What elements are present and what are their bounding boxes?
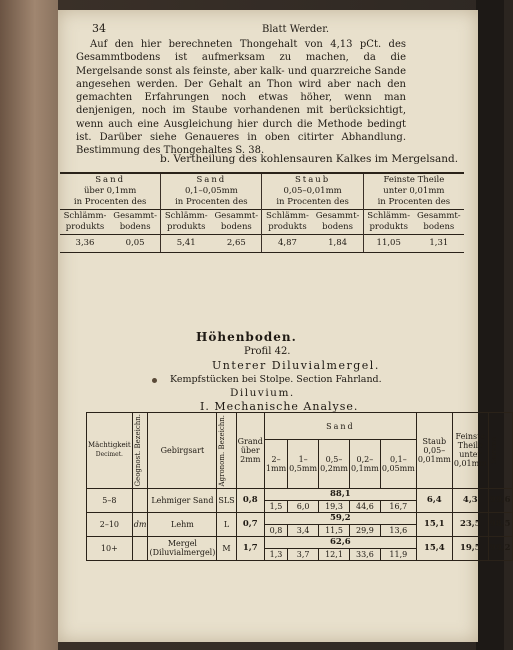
left-page-edge (0, 0, 58, 650)
head-sand: Sand (264, 413, 416, 440)
agron-cell: SLS (217, 488, 236, 512)
sand-total-cell: 62,6 (264, 536, 416, 548)
col-header: Gesammt-bodens (110, 210, 161, 235)
head-sub: unter 0,01mm (453, 450, 487, 469)
group-sub: über 0,1mm (83, 186, 137, 196)
carbonate-table (60, 172, 464, 253)
table-row (87, 488, 513, 500)
head-gebirgsart: Gebirgsart (148, 413, 217, 489)
mechanical-analysis-table (86, 412, 513, 561)
head-text: Agronom. Bezeichn. (218, 414, 227, 486)
head-text: Staub (422, 436, 447, 446)
head-staub (416, 413, 452, 489)
profil-label: Profil 42. (244, 346, 291, 357)
feinste-cell: 23,5 (452, 512, 488, 536)
group-staub (262, 173, 363, 210)
group-pct: in Procenten des (377, 197, 451, 207)
sand-cell: 16,7 (380, 500, 416, 512)
sand-total-cell: 88,1 (264, 488, 416, 500)
sand-cell: 1,5 (264, 500, 287, 512)
col-header: Schlämm-produkts (63, 211, 107, 232)
value-cell: 1,31 (414, 235, 464, 253)
section-title: Höhenboden. (196, 330, 297, 344)
rock-name-cell: Mergel (Diluvialmergel) (148, 536, 217, 560)
value-cell: 11,05 (363, 235, 414, 253)
staub-cell: 15,4 (416, 536, 452, 560)
group-pct: in Procenten des (276, 197, 349, 207)
group-sand-coarse (60, 173, 161, 210)
value-cell: 0,05 (110, 235, 161, 253)
depth-cell: 10+ (87, 536, 133, 560)
grand-cell: 1,7 (236, 536, 264, 560)
head-grand (236, 413, 264, 489)
ink-spot (152, 378, 157, 383)
agron-cell: L (217, 512, 236, 536)
analysis-title: I. Mechanische Analyse. (200, 400, 359, 413)
paragraph-text: Auf den hier berechneten Thongehalt von 4,13 pCt. des Gesammtbodens ist aufmerksam zu machen, da die Mergelsande sonst als feinste, aber kalk- und quarzreiche Sande angesehen werden. Der Gehalt an Thon wird aber nach den gemachten Erfahrungen noch etwas höher, wenn man denjenigen, noch im Staube vorhandenen mit berücksichtigt, wenn auch eine Ausgleichung hier durch die Methode bedingt ist. Darüber siehe Genaueres in oben citirter Abhandlung. Bestimmung des Thongehaltes S. 38. (76, 39, 406, 157)
group-sand-fine (161, 173, 262, 210)
group-pct: in Procenten des (175, 197, 248, 207)
head-summa (488, 413, 512, 489)
group-sub: 0,1–0,05mm (184, 186, 238, 196)
geogn-cell (132, 488, 148, 512)
page-number: 34 (92, 22, 106, 35)
feinste-cell: 4,3 (452, 488, 488, 512)
formation-label: Unterer Diluvialmergel. (212, 359, 380, 372)
sand-cell: 44,6 (349, 500, 380, 512)
value-cell: 1,84 (312, 235, 363, 253)
table1-caption: b. Vertheilung des kohlensauren Kalkes im Mergelsand. (160, 153, 459, 165)
head-unit: Decimet. (95, 451, 123, 459)
sand-cell: 6,0 (288, 500, 319, 512)
col-header: Schlämm-produkts (367, 211, 411, 232)
sand-cell: 3,7 (288, 548, 319, 560)
group-feinste (363, 173, 464, 210)
group-sub: unter 0,01mm (383, 186, 445, 196)
head-text: Mächtigkeit (88, 441, 131, 450)
head-agron (217, 413, 236, 489)
geogn-cell (132, 536, 148, 560)
head-sub: über 2mm (240, 445, 261, 464)
col-header: Schlämm-produkts (266, 211, 309, 232)
group-title: Sand (196, 175, 227, 185)
staub-cell: 6,4 (416, 488, 452, 512)
location-label: Kempfstücken bei Stolpe. Section Fahrland. (170, 374, 382, 385)
head-sand-col: 0,5–0,2mm (319, 440, 350, 488)
head-text: Summa (489, 436, 498, 464)
value-cell: 3,36 (60, 235, 110, 253)
col-header: Gesammt-bodens (211, 210, 262, 235)
summa-cell: 98,5 (488, 512, 512, 536)
head-feinste (452, 413, 488, 489)
agron-cell: M (217, 536, 236, 560)
head-sand-col: 0,2–0,1mm (349, 440, 380, 488)
sand-cell: 33,6 (349, 548, 380, 560)
value-cell: 5,41 (161, 235, 212, 253)
sand-cell: 0,8 (264, 524, 287, 536)
head-text: Feinste Theile (455, 432, 486, 451)
grand-cell: 0,8 (236, 488, 264, 512)
sand-cell: 11,9 (380, 548, 416, 560)
head-geogn (132, 413, 148, 489)
table-row (87, 512, 513, 524)
sand-cell: 1,3 (264, 548, 287, 560)
sand-cell: 12,1 (319, 548, 350, 560)
table-row (87, 536, 513, 548)
sand-cell: 13,6 (380, 524, 416, 536)
group-pct: in Procenten des (73, 197, 147, 207)
grand-cell: 0,7 (236, 512, 264, 536)
head-sand-col: 0,1–0,05mm (380, 440, 416, 488)
head-sand-col: 2–1mm (264, 440, 287, 488)
sand-cell: 3,4 (288, 524, 319, 536)
group-sub: 0,05–0,01mm (283, 186, 342, 196)
group-title: Feinste Theile (383, 175, 445, 185)
feinste-cell: 19,5 (452, 536, 488, 560)
sand-cell: 19,3 (319, 500, 350, 512)
head-sub: 0,05–0,01mm (417, 445, 451, 464)
col-header: Gesammt-bodens (417, 211, 461, 232)
value-cell: 4,87 (262, 235, 313, 253)
summa-cell: 99,6 (488, 488, 512, 512)
head-text: Grand (237, 436, 263, 446)
staub-cell: 15,1 (416, 512, 452, 536)
depth-cell: 2–10 (87, 512, 133, 536)
geogn-cell: dm (132, 512, 148, 536)
group-title: Staub (294, 175, 331, 185)
head-text: Geognost. Bezeichn. (133, 414, 142, 487)
rock-name-cell: Lehmiger Sand (148, 488, 217, 512)
col-header: Gesammt-bodens (312, 210, 363, 235)
value-cell: 2,65 (211, 235, 262, 253)
sand-cell: 11,5 (319, 524, 350, 536)
sand-cell: 29,9 (349, 524, 380, 536)
body-paragraph (76, 38, 406, 158)
sand-total-cell: 59,2 (264, 512, 416, 524)
running-head: Blatt Werder. (262, 24, 330, 35)
rock-name-cell: Lehm (148, 512, 217, 536)
summa-cell: 99,2 (488, 536, 512, 560)
group-title: Sand (95, 175, 126, 185)
head-sand-col: 1–0,5mm (288, 440, 319, 488)
col-header: Schlämm-produkts (164, 211, 208, 232)
head-maechtigkeit (87, 413, 133, 489)
age-label: Diluvium. (230, 387, 295, 399)
depth-cell: 5–8 (87, 488, 133, 512)
